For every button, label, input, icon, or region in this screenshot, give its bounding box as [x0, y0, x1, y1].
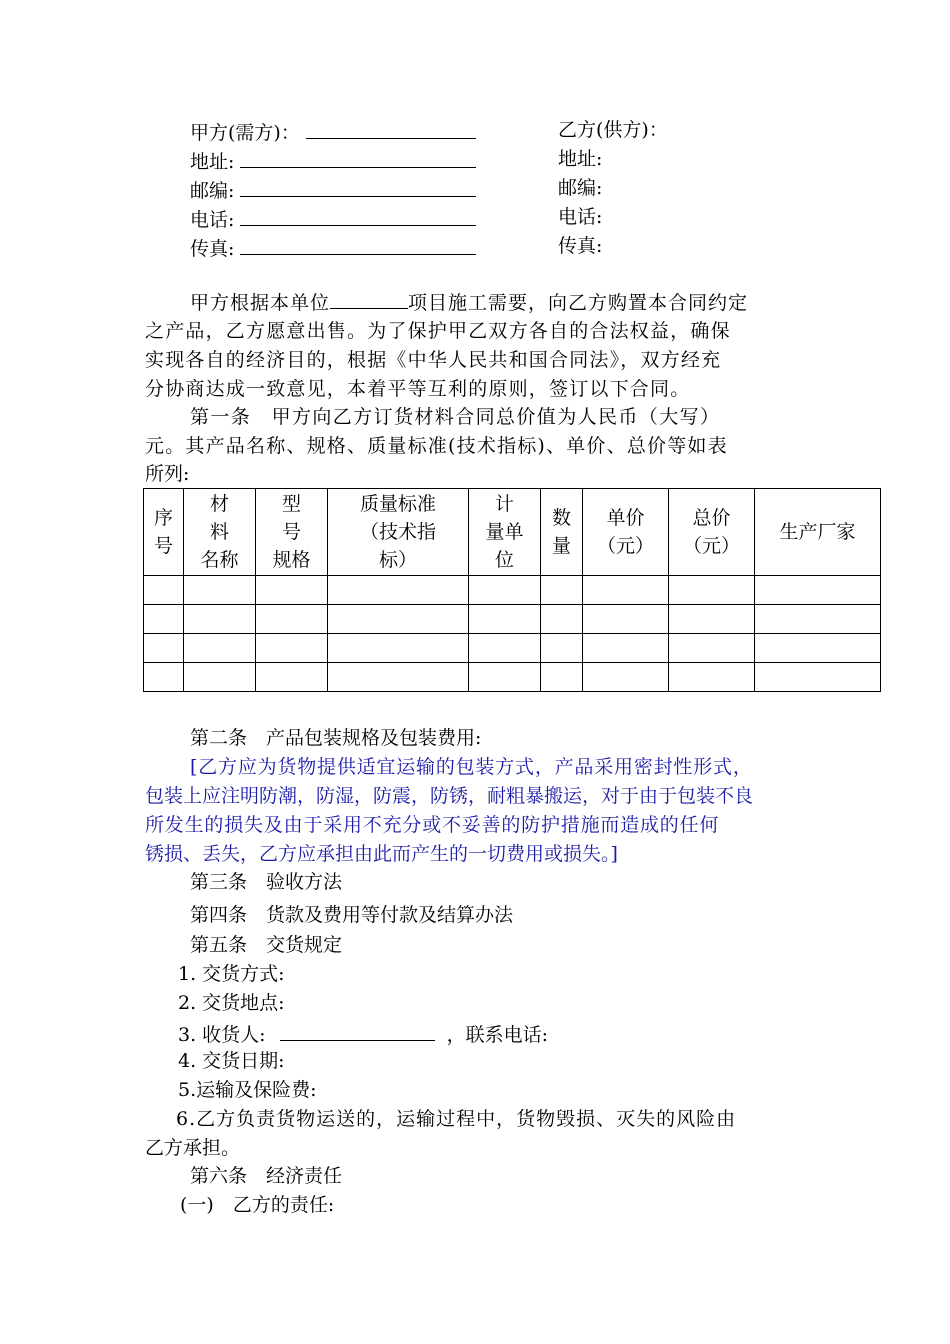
- table-cell[interactable]: [755, 576, 881, 605]
- party-b-fax: 传真:: [558, 235, 603, 257]
- address-label-a: 地址:: [190, 151, 235, 173]
- table-cell[interactable]: [755, 605, 881, 634]
- table-cell[interactable]: [469, 605, 541, 634]
- hdr-model-2: 号: [281, 521, 301, 543]
- party-a-label: [190, 118, 476, 145]
- table-row: [144, 605, 881, 634]
- table-cell[interactable]: [755, 634, 881, 663]
- hdr-qty-2: 量: [551, 535, 571, 557]
- col-header-quality-standard: [328, 489, 469, 576]
- article-2-body-4: 锈损、丢失，乙方应承担由此而产生的一切费用或损失。]: [145, 843, 618, 865]
- intro-line-3: 实现各自的经济目的，根据《中华人民共和国合同法》，双方经充: [145, 349, 722, 371]
- hdr-quality-2: （技术指: [359, 521, 436, 543]
- party-a-phone: [190, 205, 476, 232]
- table-cell[interactable]: [583, 576, 669, 605]
- table-cell[interactable]: [144, 634, 184, 663]
- col-header-model-spec: [256, 489, 328, 576]
- table-cell[interactable]: [328, 663, 469, 692]
- party-a-postcode: [190, 176, 476, 203]
- article-6-sub-1: (一) 乙方的责任:: [180, 1194, 335, 1216]
- contact-phone-label: ，联系电话:: [446, 1024, 548, 1046]
- party-a-fax: [190, 234, 476, 261]
- hdr-total-1: 总价: [692, 507, 731, 529]
- table-cell[interactable]: [755, 663, 881, 692]
- table-cell[interactable]: [469, 634, 541, 663]
- article-5-item-6-line-1: 6.乙方负责货物运送的，运输过程中，货物毁损、灭失的风险由: [176, 1108, 737, 1130]
- article-5-item-5: 5.运输及保险费:: [178, 1079, 317, 1101]
- table-cell[interactable]: [583, 605, 669, 634]
- article-2-body-1: [乙方应为货物提供适宜运输的包装方式，产品采用密封性形式，: [190, 756, 753, 778]
- hdr-total-2: （元）: [682, 535, 740, 557]
- table-cell[interactable]: [669, 663, 755, 692]
- intro-line-1-pre: 甲方根据本单位: [190, 292, 331, 314]
- article-5-item-6-line-2: 乙方承担。: [145, 1137, 241, 1159]
- address-blank-a[interactable]: [240, 147, 476, 168]
- col-header-unit-price: [583, 489, 669, 576]
- table-cell[interactable]: [184, 634, 256, 663]
- intro-line-1-post: 项目施工需要，向乙方购置本合同约定: [408, 292, 749, 314]
- col-header-material-name: [184, 489, 256, 576]
- table-cell[interactable]: [328, 605, 469, 634]
- hdr-material-2: 料: [209, 521, 229, 543]
- article-5-title: 第五条 交货规定: [190, 934, 343, 956]
- hdr-model-3: 规格: [272, 549, 311, 571]
- table-cell[interactable]: [541, 576, 583, 605]
- article-2-body-2: 包装上应注明防潮，防湿，防震，防锈，耐粗暴搬运，对于由于包装不良: [145, 785, 754, 807]
- consignee-blank[interactable]: [280, 1020, 435, 1041]
- table-cell[interactable]: [328, 634, 469, 663]
- col-header-unit: [469, 489, 541, 576]
- hdr-material-1: 材: [209, 493, 229, 515]
- table-cell[interactable]: [541, 634, 583, 663]
- table-cell[interactable]: [541, 605, 583, 634]
- table-row: [144, 576, 881, 605]
- article-5-item-3: [178, 1020, 548, 1047]
- party-b-address: 地址:: [558, 148, 603, 170]
- table-header-row: [144, 489, 881, 576]
- intro-line-1: [190, 290, 748, 315]
- hdr-price-1: 单价: [606, 507, 645, 529]
- intro-line-2: 之产品，乙方愿意出售。为了保护甲乙双方各自的合法权益，确保: [145, 320, 731, 342]
- phone-label-a: 电话:: [190, 209, 235, 231]
- fax-label-a: 传真:: [190, 238, 235, 260]
- table-row: [144, 634, 881, 663]
- article-1-line-2: 元。其产品名称、规格、质量标准(技术指标)、单价、总价等如表: [145, 435, 728, 457]
- table-cell[interactable]: [256, 634, 328, 663]
- hdr-unit-2: 量单: [485, 521, 524, 543]
- col-header-quantity: [541, 489, 583, 576]
- table-cell[interactable]: [583, 663, 669, 692]
- table-cell[interactable]: [144, 663, 184, 692]
- product-spec-table: [143, 488, 881, 692]
- col-header-manufacturer: [755, 489, 881, 576]
- table-row: [144, 663, 881, 692]
- table-cell[interactable]: [583, 634, 669, 663]
- table-cell[interactable]: [328, 576, 469, 605]
- party-b-label: 乙方(供方)：: [558, 119, 668, 141]
- fax-blank-a[interactable]: [240, 234, 476, 255]
- hdr-qty-1: 数: [551, 507, 571, 529]
- article-3-title: 第三条 验收方法: [190, 871, 343, 893]
- col-header-total-price: [669, 489, 755, 576]
- hdr-unit-3: 位: [494, 549, 514, 571]
- consignee-label: 3. 收货人:: [178, 1024, 266, 1046]
- hdr-price-2: （元）: [596, 535, 654, 557]
- table-cell[interactable]: [144, 576, 184, 605]
- hdr-maker-1: 生产厂家: [779, 521, 856, 543]
- intro-line-4: 分协商达成一致意见，本着平等互利的原则，签订以下合同。: [145, 378, 691, 400]
- table-cell[interactable]: [469, 576, 541, 605]
- postcode-blank-a[interactable]: [240, 176, 476, 197]
- table-cell[interactable]: [184, 576, 256, 605]
- table-cell[interactable]: [541, 663, 583, 692]
- table-cell[interactable]: [469, 663, 541, 692]
- article-5-item-4: 4. 交货日期:: [178, 1050, 285, 1072]
- party-b-phone: 电话:: [558, 206, 603, 228]
- hdr-index-1: 序: [153, 507, 173, 529]
- hdr-model-1: 型: [281, 493, 301, 515]
- hdr-quality-1: 质量标准: [359, 493, 436, 515]
- hdr-material-3: 名称: [200, 549, 239, 571]
- table-cell[interactable]: [256, 663, 328, 692]
- party-a-blank[interactable]: [306, 118, 476, 139]
- project-name-blank[interactable]: [330, 290, 408, 309]
- party-b-postcode: 邮编:: [558, 177, 603, 199]
- table-cell[interactable]: [184, 663, 256, 692]
- hdr-quality-3: 标）: [378, 549, 417, 571]
- table-cell[interactable]: [256, 605, 328, 634]
- table-cell[interactable]: [184, 605, 256, 634]
- party-a-address: [190, 147, 476, 174]
- article-2-title: 第二条 产品包装规格及包装费用:: [190, 727, 482, 749]
- article-1-line-3: 所列:: [145, 463, 190, 485]
- postcode-label-a: 邮编:: [190, 180, 235, 202]
- article-5-item-1: 1. 交货方式:: [178, 963, 285, 985]
- article-1-line-1: 第一条 甲方向乙方订货材料合同总价值为人民币（大写）: [190, 406, 721, 428]
- article-4-title: 第四条 货款及费用等付款及结算办法: [190, 904, 514, 926]
- phone-blank-a[interactable]: [240, 205, 476, 226]
- table-cell[interactable]: [669, 634, 755, 663]
- party-a-label-text: 甲方(需方)：: [190, 122, 300, 144]
- hdr-unit-1: 计: [494, 493, 514, 515]
- article-5-item-2: 2. 交货地点:: [178, 992, 285, 1014]
- col-header-index: [144, 489, 184, 576]
- hdr-index-2: 号: [153, 535, 173, 557]
- table-cell[interactable]: [256, 576, 328, 605]
- table-cell[interactable]: [669, 576, 755, 605]
- article-2-body-3: 所发生的损失及由于采用不充分或不妥善的防护措施而造成的任何: [145, 814, 720, 836]
- table-cell[interactable]: [669, 605, 755, 634]
- table-cell[interactable]: [144, 605, 184, 634]
- article-6-title: 第六条 经济责任: [190, 1165, 343, 1187]
